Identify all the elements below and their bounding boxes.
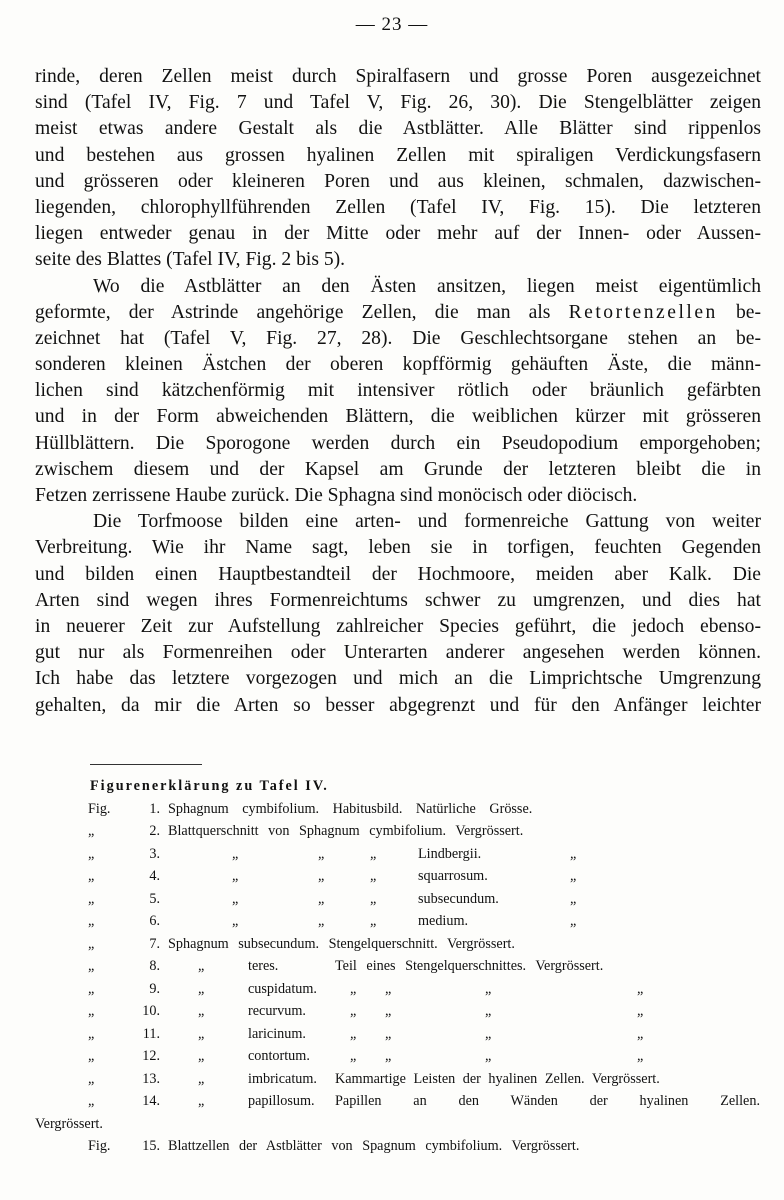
text-line-with-term [35, 300, 761, 326]
fig-number: 14. [142, 1093, 160, 1109]
ditto-mark: „ [198, 958, 205, 974]
ditto-mark: „ [198, 980, 205, 997]
fig-number: 11. [142, 1025, 160, 1042]
fig-label: „ [88, 1093, 95, 1109]
text-line: Verbreitung. Wie ihr Name sagt, leben sie in torfigen, feuchten Gegenden [35, 537, 761, 559]
legend-entry [35, 955, 765, 978]
text-line: und bilden einen Hauptbestandteil der Hochmoore, meiden aber Kalk. Die [35, 563, 761, 585]
species-name: teres. [248, 958, 279, 974]
fig-caption: Kammartige Leisten der hyalinen Zellen. Vergrössert. [335, 1070, 660, 1087]
species-name: recurvum. [248, 1003, 306, 1019]
fig-caption: Blattquerschnitt von Sphagnum cymbifolium. Vergrössert. [168, 823, 524, 839]
ditto-mark: „ [570, 913, 577, 929]
fig-caption: medium. [418, 913, 469, 929]
page-number: — 23 — [355, 14, 429, 35]
ditto-mark: „ [232, 845, 239, 862]
ditto-mark: „ [318, 845, 325, 862]
ditto-mark: „ [385, 980, 392, 997]
ditto-mark: „ [350, 1025, 357, 1042]
ditto-mark: „ [385, 1048, 392, 1064]
fig-caption: subsecundum. [418, 890, 499, 907]
legend-entry [35, 798, 765, 821]
legend-entry [35, 1000, 765, 1023]
text-line: Arten sind wegen ihres Formenreichtums schwer zu umgrenzen, und dies hat [35, 589, 761, 611]
text-line: und in der Form abweichenden Blättern, die weiblichen kürzer mit grösseren [35, 406, 761, 428]
species-name: papillosum. [248, 1093, 315, 1109]
fig-number: 6. [149, 913, 160, 929]
ditto-mark: „ [637, 1025, 644, 1042]
fig-number: 3. [149, 845, 160, 862]
text-line: seite des Blattes (Tafel IV, Fig. 2 bis 5). [35, 249, 346, 271]
fig-number: 10. [142, 1003, 160, 1019]
fig-label: „ [88, 845, 95, 862]
ditto-mark: „ [485, 1025, 492, 1042]
text-line: Die Torfmoose bilden eine arten- und formenreiche Gattung von weiter [93, 511, 761, 533]
fig-label: Fig. [88, 1138, 111, 1154]
fig-caption: Sphagnum cymbifolium. Habitusbild. Natürliche Grösse. [168, 800, 533, 817]
fig-caption: Sphagnum subsecundum. Stengelquerschnitt. Vergrössert. [168, 935, 515, 952]
fig-number: 15. [142, 1138, 160, 1154]
text-line: zeichnet hat (Tafel V, Fig. 27, 28). Die Geschlechtsorgane stehen an be- [35, 327, 761, 349]
species-name: contortum. [248, 1048, 310, 1064]
fig-caption: Lindbergii. [418, 845, 482, 862]
fig-caption: Teil eines Stengelquerschnittes. Vergrössert. [335, 958, 604, 974]
legend-entry [35, 1090, 765, 1113]
ditto-mark: „ [370, 868, 377, 884]
species-name: laricinum. [248, 1025, 306, 1042]
text-line: rinde, deren Zellen meist durch Spiralfasern und grosse Poren ausgezeichnet [35, 66, 761, 87]
ditto-mark: „ [570, 868, 577, 884]
legend-entry [35, 1045, 765, 1068]
text-fragment: geformte, der Astrinde angehörige Zellen, die man als [35, 301, 551, 323]
ditto-mark: „ [370, 890, 377, 907]
ditto-mark: „ [198, 1048, 205, 1064]
text-line: Wo die Astblätter an den Ästen ansitzen, liegen meist eigentümlich [93, 275, 761, 297]
legend-entry [35, 843, 765, 866]
ditto-mark: „ [350, 1003, 357, 1019]
ditto-mark: „ [350, 980, 357, 997]
ditto-mark: „ [232, 890, 239, 907]
legend-entry [35, 820, 765, 843]
ditto-mark: „ [570, 890, 577, 907]
fig-label: „ [88, 980, 95, 997]
fig-label: Fig. [88, 800, 111, 817]
text-line: in neuerer Zeit zur Aufstellung zahlreicher Species geführt, die jedoch ebenso- [35, 615, 761, 637]
text-line: und grösseren oder kleineren Poren und aus kleinen, schmalen, dazwischen- [35, 170, 761, 192]
fig-number: 7. [149, 935, 160, 952]
ditto-mark: „ [637, 980, 644, 997]
legend-entry [35, 888, 765, 911]
text-line: Fetzen zerrissene Haube zurück. Die Sphagna sind monöcisch oder diöcisch. [35, 485, 638, 506]
fig-caption: Blattzellen der Astblätter von Spagnum cymbifolium. Vergrössert. [168, 1138, 580, 1154]
ditto-mark: „ [318, 868, 325, 884]
legend-entry [35, 865, 765, 888]
text-line: Hüllblättern. Die Sporogone werden durch ein Pseudopodium emporgehoben; [35, 432, 761, 454]
ditto-mark: „ [637, 1003, 644, 1019]
ditto-mark: „ [198, 1003, 205, 1019]
figure-legend [35, 775, 765, 1158]
ditto-mark: „ [198, 1093, 205, 1109]
text-fragment: be- [735, 301, 761, 323]
fig-label: „ [88, 1070, 95, 1087]
text-line: liegen entweder genau in der Mitte oder mehr auf der Innen- oder Aussen- [35, 223, 761, 245]
legend-entry [35, 1135, 765, 1158]
ditto-mark: „ [485, 1003, 492, 1019]
ditto-mark: „ [198, 1070, 205, 1087]
ditto-mark: „ [232, 868, 239, 884]
fig-label: „ [88, 913, 95, 929]
fig-caption: squarrosum. [418, 868, 488, 884]
fig-number: 13. [142, 1070, 160, 1087]
text-line: meist etwas andere Gestalt als die Astblätter. Alle Blätter sind rippenlos [35, 118, 761, 140]
text-line: Ich habe das letztere vorgezogen und mich an die Limprichtsche Umgrenzung [35, 668, 761, 690]
fig-label: „ [88, 890, 95, 907]
body-text [35, 64, 761, 719]
legend-entry [35, 1068, 765, 1091]
fig-number: 8. [149, 958, 160, 974]
ditto-mark: „ [370, 913, 377, 929]
text-line: sonderen kleinen Ästchen der oberen kopfförmig gehäuften Äste, die männ- [35, 354, 761, 376]
fig-number: 2. [149, 823, 160, 839]
fig-number: 1. [149, 800, 160, 817]
ditto-mark: „ [198, 1025, 205, 1042]
text-line: gehalten, da mir die Arten so besser abgegrenzt und für den Anfänger leichter [35, 694, 761, 716]
species-name: imbricatum. [248, 1070, 317, 1087]
ditto-mark: „ [318, 913, 325, 929]
ditto-mark: „ [485, 980, 492, 997]
ditto-mark: „ [485, 1048, 492, 1064]
legend-entry [35, 1023, 765, 1046]
separator-rule [90, 764, 202, 765]
fig-label: „ [88, 935, 95, 952]
text-line: sind (Tafel IV, Fig. 7 und Tafel V, Fig. 26, 30). Die Stengelblätter zeigen [35, 92, 761, 114]
fig-label: „ [88, 1003, 95, 1019]
fig-label: „ [88, 958, 95, 974]
ditto-mark: „ [385, 1003, 392, 1019]
ditto-mark: „ [232, 913, 239, 929]
legend-entry [35, 910, 765, 933]
text-line: zwischem diesem und der Kapsel am Grunde der letzteren bleibt die in [35, 458, 761, 480]
legend-continuation: Vergrössert. [35, 1115, 103, 1132]
legend-entry [35, 978, 765, 1001]
fig-label: „ [88, 1025, 95, 1042]
fig-number: 9. [149, 980, 160, 997]
species-name: cuspidatum. [248, 980, 317, 997]
text-line: lichen sind kätzchenförmig mit intensiver rötlich oder bräunlich gefärbten [35, 380, 761, 402]
ditto-mark: „ [637, 1048, 644, 1064]
ditto-mark: „ [350, 1048, 357, 1064]
text-line: gut nur als Formenreihen oder Unterarten anderer angesehen werden können. [35, 642, 761, 664]
text-line: und bestehen aus grossen hyalinen Zellen mit spiraligen Verdickungsfasern [35, 144, 761, 166]
fig-number: 4. [149, 868, 160, 884]
spaced-term: Retortenzellen [568, 301, 718, 323]
fig-label: „ [88, 868, 95, 884]
ditto-mark: „ [385, 1025, 392, 1042]
fig-label: „ [88, 823, 95, 839]
fig-number: 12. [142, 1048, 160, 1064]
fig-caption: Papillen an den Wänden der hyalinen Zellen. [335, 1093, 760, 1109]
ditto-mark: „ [570, 845, 577, 862]
ditto-mark: „ [318, 890, 325, 907]
fig-label: „ [88, 1048, 95, 1064]
legend-entry [35, 933, 765, 956]
fig-number: 5. [149, 890, 160, 907]
text-line: liegenden, chlorophyllführenden Zellen (Tafel IV, Fig. 15). Die letzteren [35, 196, 761, 218]
legend-heading: Figurenerklärung zu Tafel IV. [90, 778, 329, 794]
ditto-mark: „ [370, 845, 377, 862]
